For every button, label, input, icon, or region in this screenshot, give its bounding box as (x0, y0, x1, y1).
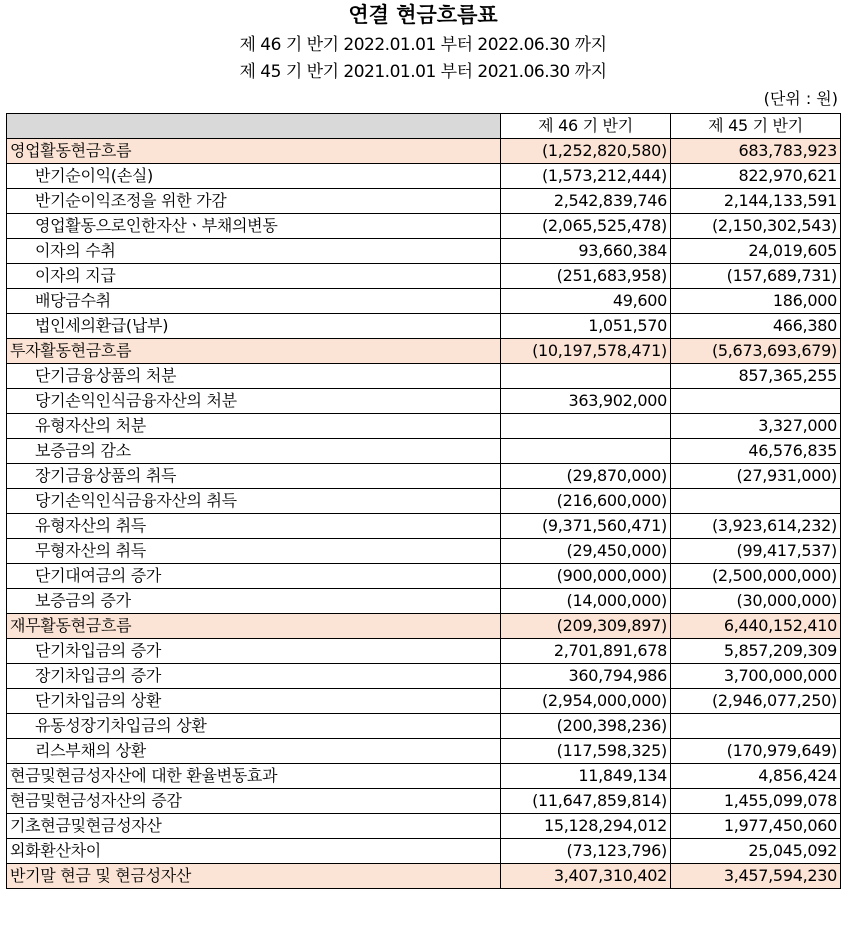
row-value-prior: (27,931,000) (671, 464, 841, 489)
row-label: 영업활동현금흐름 (7, 139, 501, 164)
table-row (7, 614, 841, 639)
table-row (7, 789, 841, 814)
row-value-prior: 24,019,605 (671, 239, 841, 264)
row-value-current: (117,598,325) (501, 739, 671, 764)
row-value-current: 49,600 (501, 289, 671, 314)
table-row (7, 864, 841, 889)
table-row (7, 814, 841, 839)
row-label: 당기손익인식금융자산의 취득 (7, 489, 501, 514)
row-value-prior: 186,000 (671, 289, 841, 314)
table-row (7, 764, 841, 789)
row-value-current: (200,398,236) (501, 714, 671, 739)
row-value-prior: 857,365,255 (671, 364, 841, 389)
table-row (7, 189, 841, 214)
row-value-prior (671, 489, 841, 514)
row-label: 기초현금및현금성자산 (7, 814, 501, 839)
row-value-prior: 3,457,594,230 (671, 864, 841, 889)
table-row (7, 314, 841, 339)
row-label: 반기순이익조정을 위한 가감 (7, 189, 501, 214)
row-value-current: (29,450,000) (501, 539, 671, 564)
unit-label: (단위 : 원) (763, 89, 838, 108)
header-item (7, 114, 501, 139)
table-row (7, 689, 841, 714)
row-label: 보증금의 감소 (7, 439, 501, 464)
row-value-prior: 4,856,424 (671, 764, 841, 789)
row-value-current: 363,902,000 (501, 389, 671, 414)
row-value-current: (1,573,212,444) (501, 164, 671, 189)
row-value-prior: (2,500,000,000) (671, 564, 841, 589)
row-value-prior: 3,327,000 (671, 414, 841, 439)
row-label: 단기차입금의 증가 (7, 639, 501, 664)
row-label: 법인세의환급(납부) (7, 314, 501, 339)
row-value-prior: (2,946,077,250) (671, 689, 841, 714)
row-value-current: 11,849,134 (501, 764, 671, 789)
row-label: 단기차입금의 상환 (7, 689, 501, 714)
row-value-current (501, 364, 671, 389)
row-label: 현금및현금성자산에 대한 환율변동효과 (7, 764, 501, 789)
row-label: 장기차입금의 증가 (7, 664, 501, 689)
header-current-period: 제 46 기 반기 (501, 114, 671, 139)
row-value-prior: (99,417,537) (671, 539, 841, 564)
row-value-prior: (2,150,302,543) (671, 214, 841, 239)
row-label: 이자의 수취 (7, 239, 501, 264)
row-value-prior (671, 714, 841, 739)
row-value-current: (1,252,820,580) (501, 139, 671, 164)
row-label: 현금및현금성자산의 증감 (7, 789, 501, 814)
row-label: 무형자산의 취득 (7, 539, 501, 564)
table-row (7, 464, 841, 489)
row-value-prior: 46,576,835 (671, 439, 841, 464)
table-row (7, 239, 841, 264)
row-value-prior: 3,700,000,000 (671, 664, 841, 689)
row-value-current: (216,600,000) (501, 489, 671, 514)
row-value-prior (671, 389, 841, 414)
table-row (7, 514, 841, 539)
row-label: 장기금융상품의 취득 (7, 464, 501, 489)
row-label: 단기금융상품의 처분 (7, 364, 501, 389)
table-row (7, 164, 841, 189)
row-label: 영업활동으로인한자산ㆍ부채의변동 (7, 214, 501, 239)
row-label: 유형자산의 처분 (7, 414, 501, 439)
row-value-prior: (30,000,000) (671, 589, 841, 614)
row-value-current: (10,197,578,471) (501, 339, 671, 364)
row-value-prior: 6,440,152,410 (671, 614, 841, 639)
table-row (7, 564, 841, 589)
table-row (7, 739, 841, 764)
row-label: 유형자산의 취득 (7, 514, 501, 539)
cash-flow-table (6, 113, 841, 889)
row-value-current: (2,065,525,478) (501, 214, 671, 239)
row-label: 외화환산차이 (7, 839, 501, 864)
row-label: 이자의 지급 (7, 264, 501, 289)
row-value-current: (29,870,000) (501, 464, 671, 489)
row-value-current: (900,000,000) (501, 564, 671, 589)
row-value-current: 2,542,839,746 (501, 189, 671, 214)
row-label: 단기대여금의 증가 (7, 564, 501, 589)
row-value-current: 3,407,310,402 (501, 864, 671, 889)
row-value-current: (251,683,958) (501, 264, 671, 289)
table-row (7, 714, 841, 739)
table-row (7, 139, 841, 164)
row-label: 반기순이익(손실) (7, 164, 501, 189)
table-row (7, 489, 841, 514)
row-value-current: 360,794,986 (501, 664, 671, 689)
row-label: 유동성장기차입금의 상환 (7, 714, 501, 739)
table-row (7, 364, 841, 389)
table-row (7, 664, 841, 689)
row-label: 재무활동현금흐름 (7, 614, 501, 639)
row-label: 리스부채의 상환 (7, 739, 501, 764)
row-value-current: 93,660,384 (501, 239, 671, 264)
row-value-prior: (3,923,614,232) (671, 514, 841, 539)
header-prior-period: 제 45 기 반기 (671, 114, 841, 139)
row-label: 당기손익인식금융자산의 처분 (7, 389, 501, 414)
row-value-prior: 466,380 (671, 314, 841, 339)
table-row (7, 839, 841, 864)
row-value-prior: (157,689,731) (671, 264, 841, 289)
table-row (7, 439, 841, 464)
row-value-prior: 25,045,092 (671, 839, 841, 864)
row-label: 보증금의 증가 (7, 589, 501, 614)
row-value-current (501, 414, 671, 439)
period-prior: 제 45 기 반기 2021.01.01 부터 2021.06.30 까지 (239, 62, 607, 82)
row-value-current (501, 439, 671, 464)
row-value-current: 1,051,570 (501, 314, 671, 339)
row-value-current: 15,128,294,012 (501, 814, 671, 839)
row-value-current: (2,954,000,000) (501, 689, 671, 714)
table-body (7, 139, 841, 889)
row-label: 배당금수취 (7, 289, 501, 314)
table-row (7, 289, 841, 314)
row-value-prior: 683,783,923 (671, 139, 841, 164)
row-value-prior: (170,979,649) (671, 739, 841, 764)
row-label: 투자활동현금흐름 (7, 339, 501, 364)
table-row (7, 414, 841, 439)
row-value-current: (14,000,000) (501, 589, 671, 614)
row-value-prior: 2,144,133,591 (671, 189, 841, 214)
row-value-prior: 5,857,209,309 (671, 639, 841, 664)
row-label: 반기말 현금 및 현금성자산 (7, 864, 501, 889)
table-row (7, 214, 841, 239)
row-value-prior: 1,977,450,060 (671, 814, 841, 839)
statement-title: 연결 현금흐름표 (348, 2, 498, 27)
row-value-current: 2,701,891,678 (501, 639, 671, 664)
row-value-prior: (5,673,693,679) (671, 339, 841, 364)
row-value-current: (9,371,560,471) (501, 514, 671, 539)
table-header-row (7, 114, 841, 139)
table-row (7, 639, 841, 664)
table-row (7, 339, 841, 364)
table-row (7, 389, 841, 414)
table-row (7, 539, 841, 564)
period-current: 제 46 기 반기 2022.01.01 부터 2022.06.30 까지 (239, 35, 607, 55)
row-value-prior: 822,970,621 (671, 164, 841, 189)
row-value-prior: 1,455,099,078 (671, 789, 841, 814)
row-value-current: (209,309,897) (501, 614, 671, 639)
row-value-current: (73,123,796) (501, 839, 671, 864)
table-row (7, 264, 841, 289)
table-row (7, 589, 841, 614)
row-value-current: (11,647,859,814) (501, 789, 671, 814)
